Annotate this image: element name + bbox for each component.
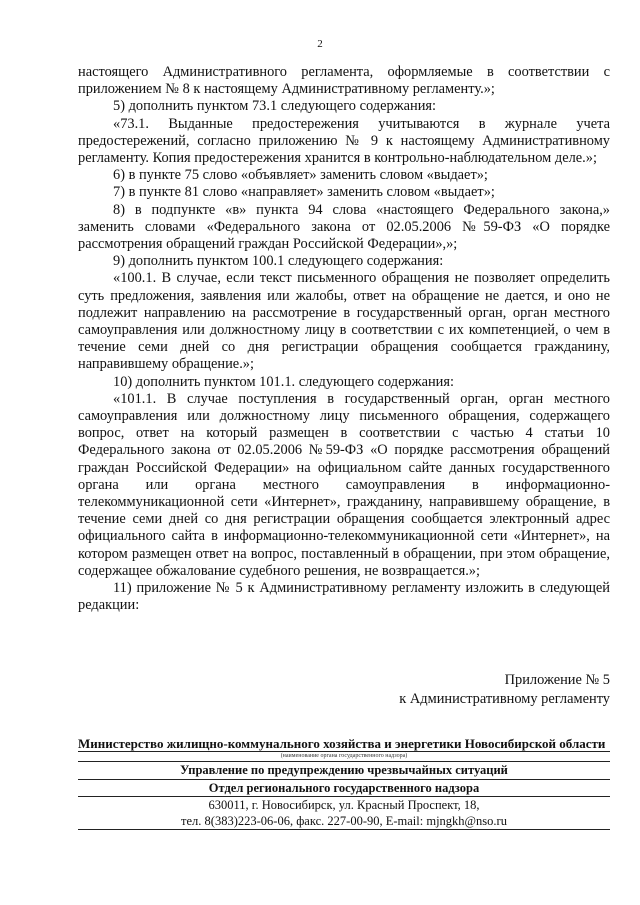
paragraph-2: 5) дополнить пунктом 73.1 следующего содержания:	[113, 98, 437, 115]
paragraph-1: настоящего Административного регламента, оформляемые в соответствии с приложением № 8 к настоящему Административному регламенту.»;	[78, 64, 610, 98]
appendix-heading	[399, 671, 610, 708]
paragraph-3: «73.1. Выданные предостережения учитываются в журнале учета предостережений, согласно приложению № 9 к настоящему Административному регламенту. Копия предостережения хранится в контрольно-наблюдательном деле.»;	[78, 115, 610, 167]
appendix-number: Приложение № 5	[504, 672, 610, 688]
contacts-line: тел. 8(383)223-06-06, факс. 227-00-90, E-mail: mjngkh@nso.ru	[181, 814, 507, 828]
document-body	[78, 64, 610, 615]
address-line: 630011, г. Новосибирск, ул. Красный Проспект, 18,	[208, 798, 480, 812]
paragraph-4: 6) в пункте 75 слово «объявляет» заменить словом «выдает»;	[113, 167, 488, 184]
paragraph-5: 7) в пункте 81 слово «направляет» заменить словом «выдает»;	[113, 184, 495, 201]
paragraph-8: «100.1. В случае, если текст письменного обращения не позволяет определить суть предложения, заявления или жалобы, ответ на обращение не дается, и оно не подлежит направлению на рассмотрение в государственный орган, орган местного самоуправления или должностному лицу в соответствии с их компетенцией, о чем в течение семи дней со дня регистрации обращения сообщается гражданину, направившему обращение.»;	[78, 270, 610, 373]
letterhead	[78, 736, 610, 830]
ministry-caption: (наименование органа государственного надзора)	[280, 753, 408, 759]
paragraph-11: 11) приложение № 5 к Административному регламенту изложить в следующей редакции:	[78, 580, 610, 614]
division-name: Отдел регионального государственного надзора	[208, 780, 480, 795]
letterhead-bottom-rule	[78, 829, 610, 830]
ministry-name: Министерство жилищно-коммунального хозяйства и энергетики Новосибирской области	[78, 736, 606, 751]
page-number: 2	[317, 38, 323, 50]
paragraph-10: «101.1. В случае поступления в государственный орган, орган местного самоуправления или должностному лицу письменного обращения, содержащего вопрос, ответ на который размещен в соответствии с частью 4 статьи 10 Федерального закона от 02.05.2006 №59-ФЗ «О порядке рассмотрения обращений граждан Российской Федерации» на официальном сайте данных государственного органа или органа местного самоуправления в информационно-телекоммуникационной сети «Интернет», гражданину, направившему обращение, в течение семи дней со дня регистрации обращения сообщается электронный адрес официального сайта в информационно-телекоммуникационной сети «Интернет», на котором размещен ответ на вопрос, поставленный в обращении, при этом обращение, содержащее обжалование судебного решения, не возвращается.»;	[78, 390, 610, 579]
department-name: Управление по предупреждению чрезвычайных ситуаций	[180, 763, 508, 777]
paragraph-7: 9) дополнить пунктом 100.1 следующего содержания:	[113, 253, 444, 270]
paragraph-9: 10) дополнить пунктом 101.1. следующего содержания:	[113, 373, 454, 390]
appendix-reference: к Административному регламенту	[399, 690, 610, 707]
paragraph-6: 8) в подпункте «в» пункта 94 слова «настоящего Федерального закона,» заменить словами «Федерального закона от 02.05.2006 №59-ФЗ «О порядке рассмотрения обращений граждан Российской Федерации»,»;	[78, 201, 610, 253]
